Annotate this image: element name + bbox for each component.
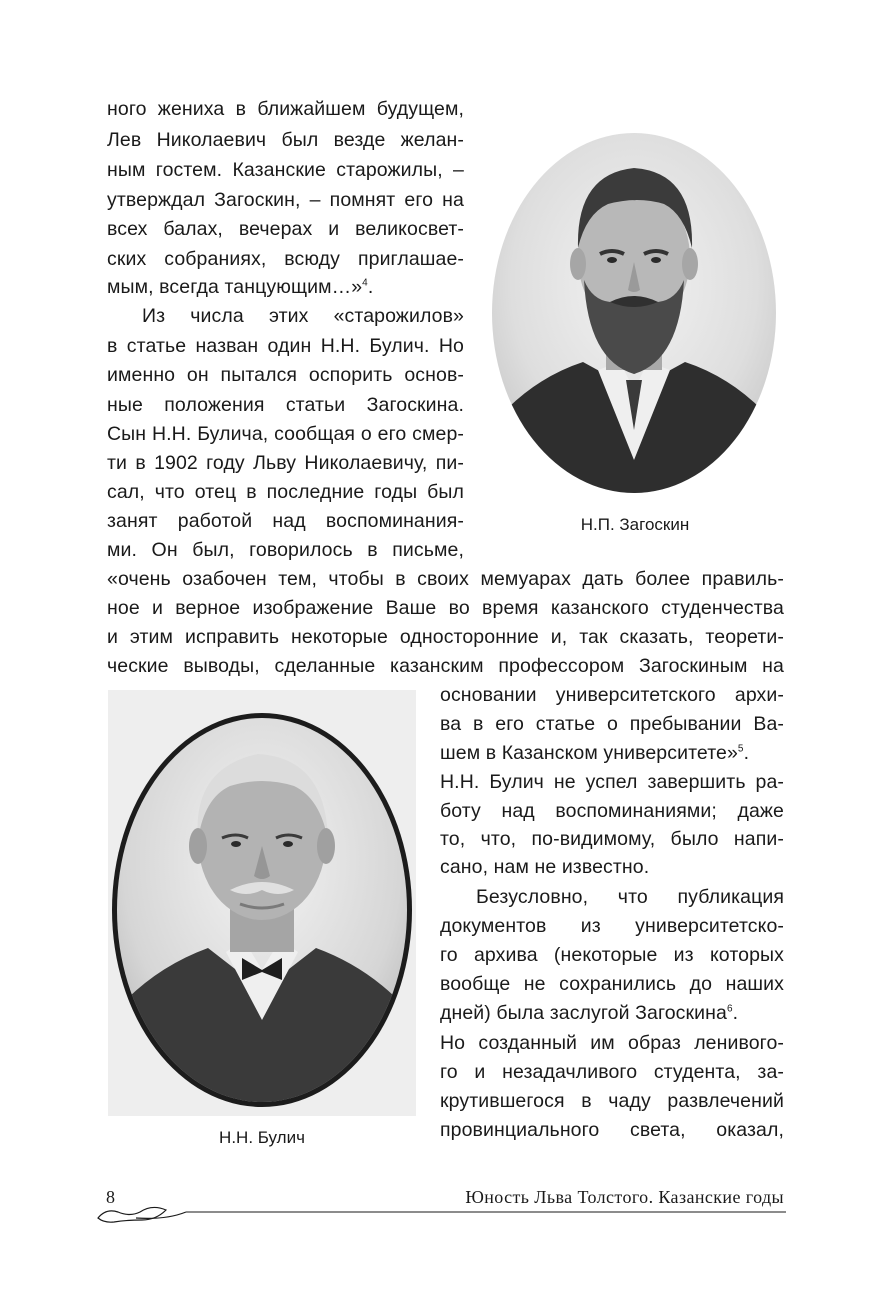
text-line: сано, нам не известно.: [440, 856, 650, 878]
text-line: ным гостем. Казанские старожилы, –: [107, 159, 464, 181]
bulich-portrait: [108, 690, 416, 1116]
text-line: именно он пытался оспорить основ-: [107, 364, 464, 386]
text-line: занят работой над воспоминания-: [107, 510, 464, 532]
text-line: ти в 1902 году Льву Николаевичу, пи-: [107, 452, 464, 474]
text-line: провинциального света, оказал,: [440, 1119, 784, 1141]
text-line: Н.Н. Булич не успел завершить ра-: [440, 771, 784, 793]
zagoskin-caption: Н.П. Загоскин: [580, 515, 690, 534]
bulich-caption: Н.Н. Булич: [219, 1128, 305, 1147]
text-line: шем в Казанском университете»$^5$.: [440, 742, 750, 764]
text-line: ческие выводы, сделанные казанским профессором Загоскиным на: [107, 655, 784, 677]
text-line: Сын Н.Н. Булича, сообщая о его смер-: [107, 423, 464, 445]
text-line: ные положения статьи Загоскина.: [107, 394, 464, 416]
text-line: основании университетского архи-: [440, 684, 784, 706]
text-line: Но созданный им образ ленивого-: [440, 1032, 784, 1054]
text-line: ного жениха в ближайшем будущем,: [107, 98, 464, 120]
footnote-ref: 4: [362, 277, 368, 289]
text-line: дней) была заслугой Загоскина$^6$.: [440, 1002, 739, 1024]
text-line: ное и верное изображение Ваше во время казанского студенчества: [107, 597, 784, 619]
text-line: го и незадачливого студента, за-: [440, 1061, 784, 1083]
zagoskin-portrait: [488, 130, 780, 496]
text-line: вообще не сохранились до наших: [440, 973, 784, 995]
text-line: документов из университетско-: [440, 915, 784, 937]
page-number: 8: [106, 1187, 115, 1207]
text-line: го архива (некоторые из которых: [440, 944, 784, 966]
text-line: и этим исправить некоторые односторонние и, так сказать, теорети-: [107, 626, 784, 648]
text-line: то, что, по-видимому, было напи-: [440, 828, 784, 850]
text-line: крутившегося в чаду развлечений: [440, 1090, 784, 1112]
text-line: «очень озабочен тем, чтобы в своих мемуарах дать более правиль-: [107, 568, 784, 590]
footnote-ref: 5: [737, 743, 744, 755]
text-line: утверждал Загоскин, – помнят его на: [107, 189, 464, 211]
footer-rule: [96, 1198, 788, 1228]
text-line: всех балах, вечерах и великосвет-: [107, 218, 464, 240]
text-line: Из числа этих «старожилов»: [142, 305, 464, 327]
running-title: Юность Льва Толстого. Казанские годы: [465, 1187, 784, 1207]
text-line: ми. Он был, говорилось в письме,: [107, 539, 464, 561]
text-line: Безусловно, что публикация: [476, 886, 784, 908]
text-line: сал, что отец в последние годы был: [107, 481, 464, 503]
text-line: ских собраниях, всюду приглашае-: [107, 248, 464, 270]
text-line: боту над воспоминаниями; даже: [440, 800, 784, 822]
text-line: в статье назван один Н.Н. Булич. Но: [107, 335, 464, 357]
text-line: ва в его статье о пребывании Ва-: [440, 713, 784, 735]
footnote-ref: 6: [726, 1003, 733, 1015]
text-line: мым, всегда танцующим…»$^4$.: [107, 276, 374, 298]
text-line: Лев Николаевич был везде желан-: [107, 129, 464, 151]
